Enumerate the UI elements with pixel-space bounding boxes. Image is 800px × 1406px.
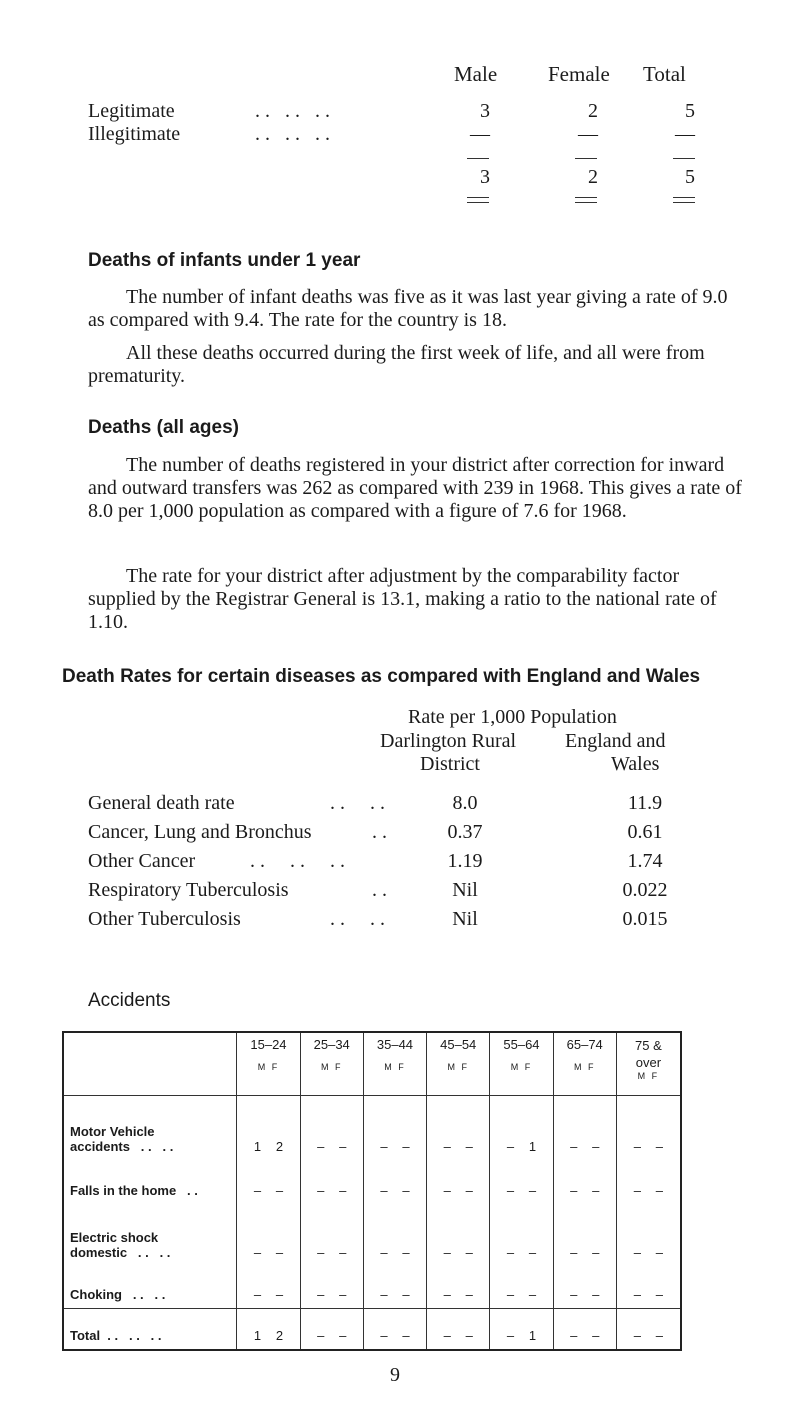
- births-legitimate-total: 5: [685, 100, 695, 122]
- rate-row-district: 8.0: [452, 792, 478, 814]
- accident-count-cell: – –: [616, 1309, 681, 1351]
- death-rates-col-district-line1: Darlington Rural: [380, 730, 517, 752]
- births-double-rule-female: [575, 197, 597, 203]
- age-group-header: 65–74 M F: [553, 1032, 616, 1096]
- rate-row-dots: . . . .: [330, 908, 385, 930]
- rate-row-dots: . .: [372, 879, 387, 901]
- accidents-heading: Accidents: [88, 990, 171, 1011]
- accident-count-cell: – –: [300, 1204, 363, 1266]
- accident-count-cell: – 1: [490, 1096, 553, 1161]
- accident-count-cell: – –: [363, 1096, 426, 1161]
- rate-row-district: Nil: [452, 879, 478, 901]
- accident-row: [63, 1096, 681, 1161]
- rate-row-england: 1.74: [627, 850, 663, 872]
- accident-type-label: Falls in the home . .: [63, 1160, 237, 1204]
- accident-count-cell: – –: [616, 1266, 681, 1309]
- rate-row-label: Other Cancer: [88, 850, 196, 872]
- births-sum-rule-total: [673, 158, 695, 159]
- death-rates-col-district-line2: District: [420, 753, 480, 775]
- rate-row-england: 0.61: [627, 821, 663, 843]
- accident-row: [63, 1204, 681, 1266]
- accident-count-cell: – –: [363, 1266, 426, 1309]
- births-header-total: Total: [643, 62, 686, 86]
- accident-count-cell: – –: [553, 1266, 616, 1309]
- age-group-header: 75 & over M F: [616, 1032, 681, 1096]
- rate-row-district: 0.37: [447, 821, 483, 843]
- accident-count-cell: – –: [300, 1266, 363, 1309]
- accident-type-label: Motor Vehicle accidents . . . .: [63, 1096, 237, 1161]
- births-total-total: 5: [685, 166, 695, 188]
- births-header-female: Female: [548, 62, 610, 86]
- rate-row-label: General death rate: [88, 792, 235, 814]
- births-illegitimate-male: —: [470, 123, 490, 145]
- infant-deaths-heading: Deaths of infants under 1 year: [88, 250, 361, 271]
- rate-row-england: 11.9: [627, 792, 663, 814]
- births-legitimate-male: 3: [480, 100, 490, 122]
- rate-row-label: Respiratory Tuberculosis: [88, 879, 289, 901]
- births-row-illegitimate-label: Illegitimate: [88, 123, 181, 145]
- rate-row-dots: . . . . . .: [250, 850, 345, 872]
- accident-count-cell: – –: [363, 1309, 426, 1351]
- accident-count-cell: – 1: [490, 1309, 553, 1351]
- age-group-header: 55–64 M F: [490, 1032, 553, 1096]
- rate-row-label: Other Tuberculosis: [88, 908, 241, 930]
- rate-row-district: 1.19: [447, 850, 483, 872]
- accident-count-cell: – –: [490, 1204, 553, 1266]
- rate-row-district: Nil: [452, 908, 478, 930]
- births-row-legitimate-label: Legitimate: [88, 100, 175, 122]
- accident-count-cell: – –: [300, 1160, 363, 1204]
- accident-count-cell: – –: [553, 1096, 616, 1161]
- accidents-table: [62, 1031, 682, 1351]
- accident-type-label: Choking . . . .: [63, 1266, 237, 1309]
- accident-count-cell: – –: [427, 1309, 490, 1351]
- accident-count-cell: – –: [427, 1160, 490, 1204]
- accidents-header-row: [63, 1032, 681, 1096]
- death-rates-col-england-line1: England and: [565, 730, 666, 752]
- accident-count-cell: – –: [427, 1266, 490, 1309]
- births-legitimate-female: 2: [588, 100, 598, 122]
- death-rates-col-england-line2: Wales: [611, 753, 660, 775]
- infant-deaths-para-1: The number of infant deaths was five as it was last year giving a rate of 9.0 as compared with 9.4. The rate for the country is 18.: [88, 286, 728, 331]
- accident-count-cell: 1 2: [237, 1309, 300, 1351]
- accident-count-cell: – –: [616, 1096, 681, 1161]
- rate-row-label: Cancer, Lung and Bronchus: [88, 821, 312, 843]
- births-sum-rule-female: [575, 158, 597, 159]
- births-header-male: Male: [454, 62, 498, 86]
- accident-count-cell: – –: [363, 1160, 426, 1204]
- all-deaths-para-2: The rate for your district after adjustment by the comparability factor supplied by the Registrar General is 13.1, making a ratio to the national rate of 1.10.: [88, 565, 717, 633]
- accident-count-cell: – –: [616, 1204, 681, 1266]
- accident-count-cell: 1 2: [237, 1096, 300, 1161]
- accident-count-cell: – –: [237, 1160, 300, 1204]
- accident-type-label: Electric shock domestic . . . .: [63, 1204, 237, 1266]
- accident-total-row: [63, 1309, 681, 1351]
- accident-count-cell: – –: [490, 1266, 553, 1309]
- births-illegitimate-total: —: [675, 123, 695, 145]
- rate-row-england: 0.015: [622, 908, 668, 930]
- accidents-header-blank: [63, 1032, 237, 1096]
- age-group-header: 15–24 M F: [237, 1032, 300, 1096]
- accident-count-cell: – –: [300, 1309, 363, 1351]
- accident-count-cell: – –: [553, 1204, 616, 1266]
- accident-count-cell: – –: [300, 1096, 363, 1161]
- births-total-female: 2: [588, 166, 598, 188]
- accident-count-cell: – –: [427, 1204, 490, 1266]
- accident-count-cell: – –: [237, 1266, 300, 1309]
- age-group-header: 45–54 M F: [427, 1032, 490, 1096]
- births-row-illegitimate-dots: . . . . . .: [255, 123, 330, 145]
- rate-row-dots: . .: [372, 821, 387, 843]
- accident-type-label: Total . . . . . .: [63, 1309, 237, 1351]
- accident-count-cell: – –: [616, 1160, 681, 1204]
- death-rates-heading: Death Rates for certain diseases as compared with England and Wales: [62, 666, 701, 687]
- accident-count-cell: – –: [553, 1160, 616, 1204]
- births-illegitimate-female: —: [578, 123, 598, 145]
- accident-row: [63, 1160, 681, 1204]
- births-total-male: 3: [480, 166, 490, 188]
- births-double-rule-male: [467, 197, 489, 203]
- accident-count-cell: – –: [237, 1204, 300, 1266]
- rate-row-england: 0.022: [622, 879, 668, 901]
- death-rates-subheading: Rate per 1,000 Population: [408, 706, 617, 728]
- births-row-legitimate-dots: . . . . . .: [255, 100, 330, 122]
- accident-count-cell: – –: [427, 1096, 490, 1161]
- accident-row: [63, 1266, 681, 1309]
- all-deaths-para-1: The number of deaths registered in your district after correction for inward and outward transfers was 262 as compared with 239 in 1968. This gives a rate of 8.0 per 1,000 population as compared with a figure of 7.6 for 1968.: [88, 454, 742, 522]
- rate-row-dots: . . . .: [330, 792, 385, 814]
- births-double-rule-total: [673, 197, 695, 203]
- infant-deaths-para-2: All these deaths occurred during the first week of life, and all were from prematurity.: [88, 342, 705, 387]
- age-group-header: 25–34 M F: [300, 1032, 363, 1096]
- accident-count-cell: – –: [553, 1309, 616, 1351]
- page-number: 9: [390, 1364, 400, 1386]
- accident-count-cell: – –: [490, 1160, 553, 1204]
- age-group-header: 35–44 M F: [363, 1032, 426, 1096]
- all-deaths-heading: Deaths (all ages): [88, 417, 239, 438]
- births-sum-rule-male: [467, 158, 489, 159]
- accident-count-cell: – –: [363, 1204, 426, 1266]
